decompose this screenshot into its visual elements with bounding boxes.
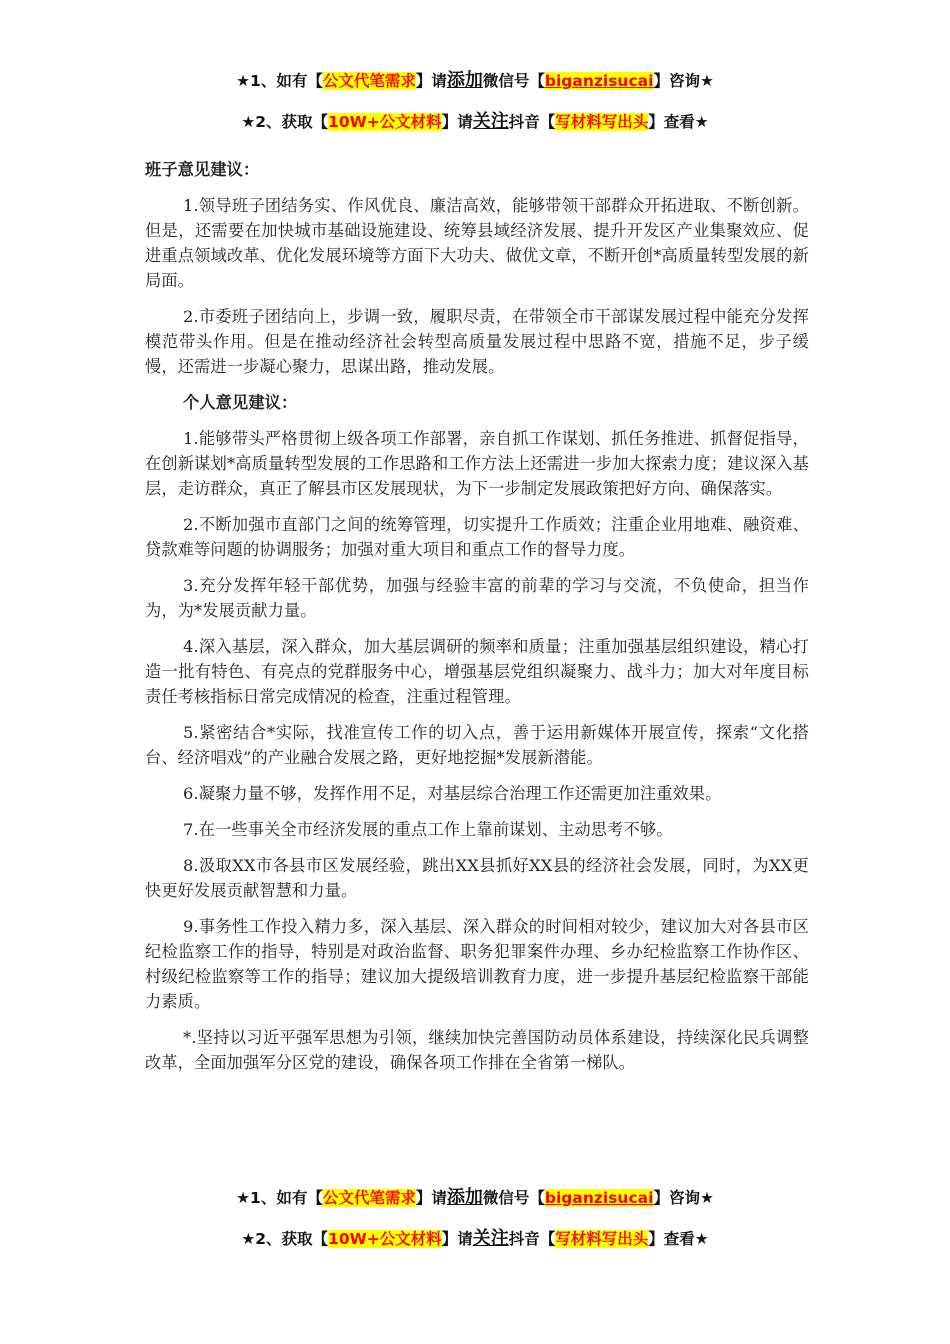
banner-emphasis: 添加 [446,1187,483,1208]
personal-item: *.坚持以习近平强军思想为引领，继续加快完善国防动员体系建设，持续深化民兵调整改革，全面加强军分区党的建设，确保各项工作排在全省第一梯队。 [145,1028,809,1072]
banner-highlight-link[interactable]: biganzisucai [544,72,654,90]
banner-highlight: 10W+公文材料 [328,113,442,131]
team-heading: 班子意见建议： [145,160,260,179]
banner-text: 】咨询★ [653,72,714,90]
banner-text: 】查看★ [648,113,709,131]
ad-banner-4 [0,1228,950,1250]
banner-highlight: 写材料写出头 [555,113,649,131]
banner-text: 微信号【 [482,1189,545,1207]
document-body [145,157,809,1086]
banner-highlight: 公文代笔需求 [322,72,416,90]
personal-item: 7.在一些事关全市经济发展的重点工作上靠前谋划、主动思考不够。 [183,820,673,839]
personal-item: 3.充分发挥年轻干部优势，加强与经验丰富的前辈的学习与交流，不负使命，担当作为，为*发展贡献力量。 [145,576,809,620]
banner-text: 】请 [415,72,447,90]
team-item: 2.市委班子团结向上，步调一致，履职尽责，在带领全市干部谋发展过程中能充分发挥模范带头作用。但是在推动经济社会转型高质量发展过程中思路不宽，措施不足，步子缓慢，还需进一步凝心聚力，思谋出路，推动发展。 [145,307,809,376]
banner-emphasis: 关注 [472,111,509,132]
banner-text: ★2、获取【 [241,113,329,131]
banner-text: 】查看★ [648,1230,709,1248]
banner-text: 】咨询★ [653,1189,714,1207]
ad-banner-3 [0,1187,950,1209]
personal-item: 8.汲取XX市各县市区发展经验，跳出XX县抓好XX县的经济社会发展，同时，为XX更快更好发展贡献智慧和力量。 [145,856,809,900]
personal-item: 2.不断加强市直部门之间的统筹管理，切实提升工作质效；注重企业用地难、融资难、贷款难等问题的协调服务；加强对重大项目和重点工作的督导力度。 [145,515,809,559]
banner-text: ★1、如有【 [236,1189,323,1207]
banner-text: ★2、获取【 [241,1230,329,1248]
banner-text: 抖音【 [508,113,556,131]
personal-item: 6.凝聚力量不够，发挥作用不足，对基层综合治理工作还需更加注重效果。 [183,784,722,803]
banner-highlight-link[interactable]: biganzisucai [544,1189,654,1207]
personal-item: 5.紧密结合*实际，找准宣传工作的切入点，善于运用新媒体开展宣传，探索“文化搭台、经济唱戏”的产业融合发展之路，更好地挖掘*发展新潜能。 [145,723,809,767]
banner-emphasis: 添加 [446,70,483,91]
personal-heading: 个人意见建议： [183,393,298,412]
banner-emphasis: 关注 [472,1228,509,1249]
banner-text: ★1、如有【 [236,72,323,90]
banner-text: 】请 [441,113,473,131]
banner-highlight: 写材料写出头 [555,1230,649,1248]
banner-highlight: 10W+公文材料 [328,1230,442,1248]
banner-text: 】请 [415,1189,447,1207]
personal-item: 4.深入基层，深入群众，加大基层调研的频率和质量；注重加强基层组织建设，精心打造一批有特色、有亮点的党群服务中心，增强基层党组织凝聚力、战斗力；加大对年度目标责任考核指标日常完成情况的检查，注重过程管理。 [145,637,809,706]
banner-text: 抖音【 [508,1230,556,1248]
banner-text: 微信号【 [482,72,545,90]
personal-item: 1.能够带头严格贯彻上级各项工作部署，亲自抓工作谋划、抓任务推进、抓督促指导，在创新谋划*高质量转型发展的工作思路和工作方法上还需进一步加大探索力度；建议深入基层，走访群众，真正了解县市区发展现状，为下一步制定发展政策把好方向、确保落实。 [145,429,809,498]
ad-banner-2 [0,111,950,133]
ad-banner-1 [0,70,950,92]
team-item: 1.领导班子团结务实、作风优良、廉洁高效，能够带领干部群众开拓进取、不断创新。但是，还需要在加快城市基础设施建设、统筹县域经济发展、提升开发区产业集聚效应、促进重点领域改革、优化发展环境等方面下大功夫、做优文章，不断开创*高质量转型发展的新局面。 [145,196,809,290]
banner-highlight: 公文代笔需求 [322,1189,416,1207]
personal-item: 9.事务性工作投入精力多，深入基层、深入群众的时间相对较少，建议加大对各县市区纪检监察工作的指导，特别是对政治监督、职务犯罪案件办理、乡办纪检监察工作协作区、村级纪检监察等工作的指导；建议加大提级培训教育力度，进一步提升基层纪检监察干部能力素质。 [145,917,809,1011]
banner-text: 】请 [441,1230,473,1248]
